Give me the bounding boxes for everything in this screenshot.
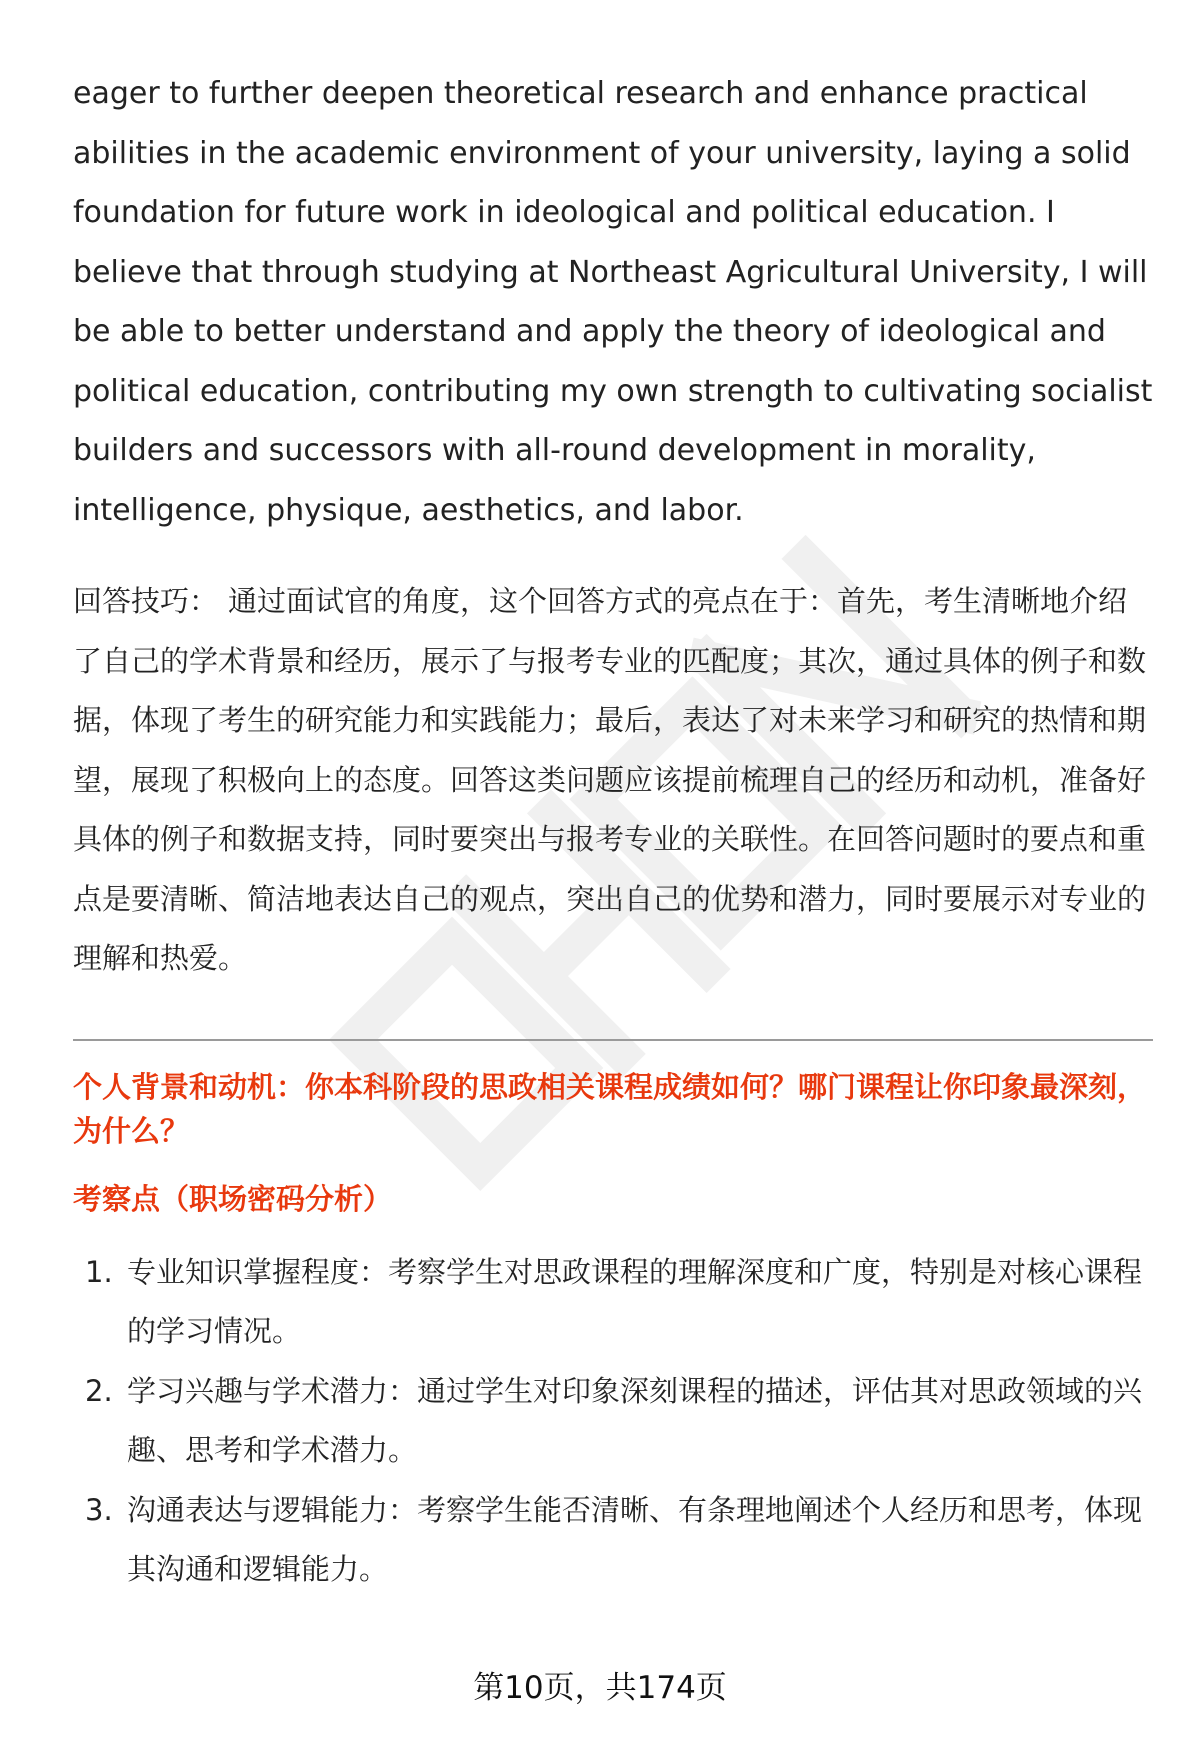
list-item-number: 1. [85, 1254, 113, 1289]
answer-tips-paragraph [73, 572, 1153, 989]
list-item-number: 2. [85, 1373, 113, 1408]
question-title: 个人背景和动机：你本科阶段的思政相关课程成绩如何？哪门课程让你印象最深刻，为什么？ [73, 1069, 1147, 1148]
list-item-text: 沟通表达与逻辑能力：考察学生能否清晰、有条理地阐述个人经历和思考，体现其沟通和逻辑能力。 [127, 1492, 1143, 1586]
assessment-point-item [73, 1481, 1153, 1600]
assessment-points-heading: 考察点（职场密码分析） [73, 1181, 393, 1216]
list-item-text: 专业知识掌握程度：考察学生对思政课程的理解深度和广度，特别是对核心课程的学习情况。 [127, 1254, 1143, 1348]
answer-tips-label: 回答技巧： [73, 584, 219, 618]
list-item-text: 学习兴趣与学术潜力：通过学生对印象深刻课程的描述，评估其对思政领域的兴趣、思考和学术潜力。 [127, 1373, 1143, 1467]
assessment-point-item [73, 1243, 1153, 1362]
page-content [73, 64, 1153, 1600]
list-item-number: 3. [85, 1492, 113, 1527]
answer-tips-text: 通过面试官的角度，这个回答方式的亮点在于：首先，考生清晰地介绍了自己的学术背景和经历，展示了与报考专业的匹配度；其次，通过具体的例子和数据，体现了考生的研究能力和实践能力；最后，表达了对未来学习和研究的热情和期望，展现了积极向上的态度。回答这类问题应该提前梳理自己的经历和动机，准备好具体的例子和数据支持，同时要突出与报考专业的关联性。在回答问题时的要点和重点是要清晰、简洁地表达自己的观点，突出自己的优势和潜力，同时要展示对专业的理解和热爱。 [73, 584, 1147, 975]
section-divider [73, 1039, 1153, 1041]
assessment-point-item [73, 1362, 1153, 1481]
page-number-footer: 第10页，共174页 [473, 1670, 727, 1706]
assessment-points-list [73, 1243, 1153, 1600]
english-answer-paragraph: eager to further deepen theoretical research and enhance practical abilities in the academic environment of your university, laying a solid foundation for future work in ideological and political education. I believe that through studying at Northeast Agricultural University, I will be able to better understand and apply the theory of ideological and political education, contributing my own strength to cultivating socialist builders and successors with all-round development in morality, intelligence, physique, aesthetics, and labor. [73, 76, 1153, 528]
